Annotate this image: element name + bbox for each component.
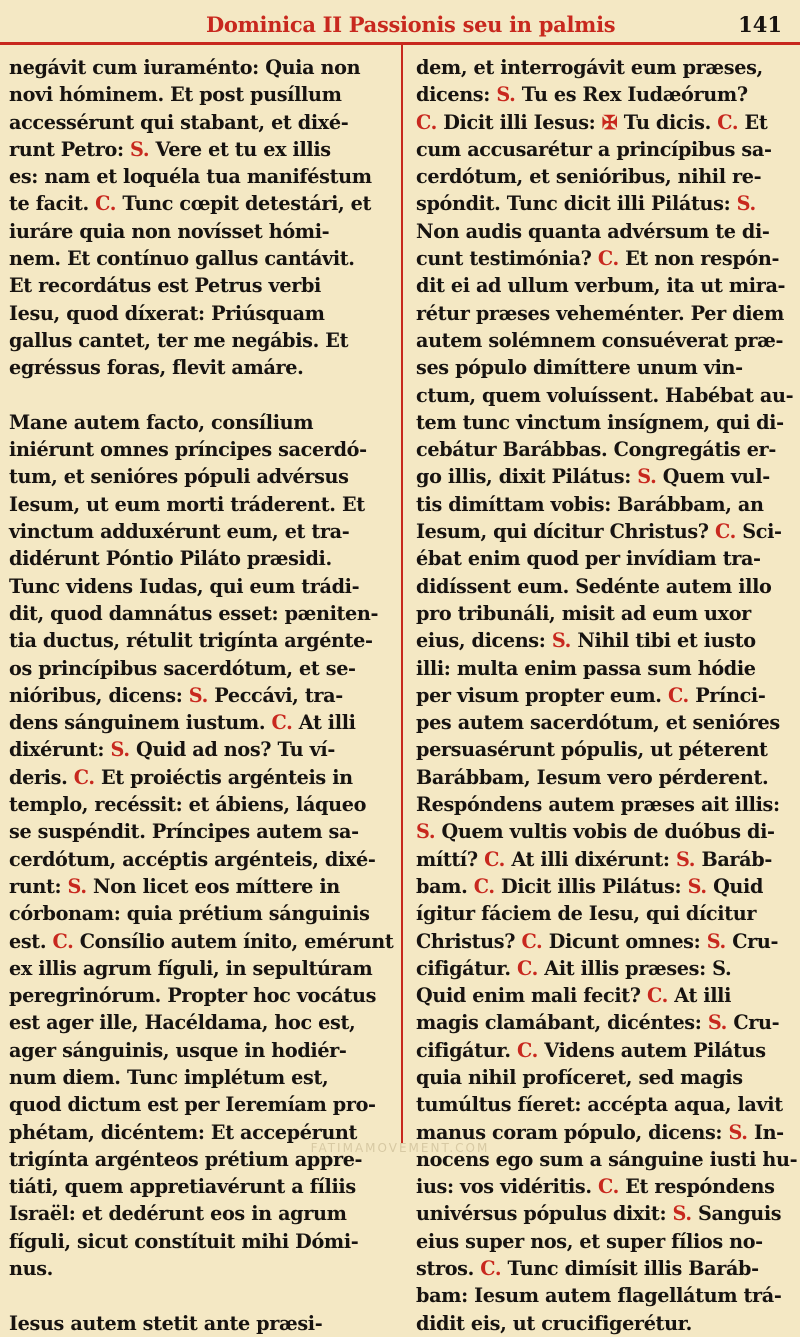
text-line	[9, 1091, 393, 1118]
speaker-rubric: C.	[598, 1175, 619, 1199]
text-line	[9, 1064, 393, 1091]
text-segment: córbonam: quia prétium sánguinis	[9, 902, 370, 926]
text-segment: Tunc videns Iudas, qui eum trádi-	[9, 574, 360, 598]
text-segment: ager sánguinis, usque in hodiér-	[9, 1038, 347, 1062]
text-line	[9, 709, 393, 736]
text-segment: iniérunt omnes príncipes sacerdó-	[9, 438, 367, 462]
text-line	[416, 655, 800, 682]
text-segment: rétur præses veheménter. Per diem	[416, 301, 784, 325]
text-segment: est.	[9, 929, 53, 953]
text-line	[9, 54, 393, 81]
text-line	[416, 1064, 800, 1091]
text-line	[416, 600, 800, 627]
text-line	[416, 109, 800, 136]
text-line	[9, 354, 393, 381]
speaker-rubric: C.	[480, 1257, 502, 1281]
text-line	[9, 655, 393, 682]
text-line	[416, 982, 800, 1009]
running-title: Dominica II Passionis seu in palmis	[206, 12, 616, 37]
text-segment: Israël: et dedérunt eos in agrum	[9, 1202, 347, 1226]
text-line	[416, 245, 800, 272]
text-line	[416, 736, 800, 763]
watermark: FATIMAMOVEMENT.COM	[310, 1141, 490, 1155]
text-segment: tem tunc vinctum insígnem, qui di-	[416, 410, 784, 434]
text-segment: nem. Et contínuo gallus cantávit.	[9, 247, 355, 271]
text-segment: Sci-	[735, 520, 782, 544]
speaker-rubric: C.	[473, 874, 495, 898]
text-line	[9, 245, 393, 272]
text-segment: cifigátur.	[416, 956, 518, 980]
text-segment: Baráb-	[695, 847, 772, 871]
text-segment: es: nam et loquéla tua maniféstum	[9, 165, 372, 189]
text-line	[9, 218, 393, 245]
text-segment: ígitur fáciem de Iesu, qui dícitur	[416, 902, 757, 926]
text-segment: vinctum adduxérunt eum, et tra-	[9, 520, 350, 544]
text-line	[9, 928, 393, 955]
text-segment: Iesus autem stetit ante præsi-	[9, 1311, 323, 1335]
text-line	[9, 982, 393, 1009]
text-segment: gallus cantet, ter me negábis. Et	[9, 328, 349, 352]
text-line	[416, 1173, 800, 1200]
text-segment: ctum, quem voluíssent. Habébat au-	[416, 383, 794, 407]
speaker-rubric: C.	[521, 929, 543, 953]
text-segment: Barábbam, Iesum vero pérderent.	[416, 765, 769, 789]
text-line	[416, 354, 800, 381]
speaker-rubric: S.	[706, 929, 726, 953]
text-segment: stros.	[416, 1257, 481, 1281]
text-segment: ius: vos vidéritis.	[416, 1175, 599, 1199]
text-line	[416, 682, 800, 709]
text-line	[9, 900, 393, 927]
text-line	[416, 518, 800, 545]
text-line	[416, 1255, 800, 1282]
text-line	[416, 764, 800, 791]
text-line	[9, 463, 393, 490]
text-line	[416, 928, 800, 955]
text-line	[416, 1091, 800, 1118]
text-segment: Dicit illi Iesus:	[436, 110, 602, 134]
text-line	[416, 327, 800, 354]
speaker-rubric: C.	[667, 683, 689, 707]
speaker-rubric: S.	[675, 847, 696, 871]
text-line	[9, 518, 393, 545]
text-line	[416, 190, 800, 217]
text-segment: At illi	[292, 711, 356, 735]
text-line	[416, 545, 800, 572]
speaker-rubric: S.	[110, 738, 130, 762]
text-segment: Iesu, quod díxerat: Priúsquam	[9, 301, 325, 325]
text-segment: Non licet eos míttere in	[86, 874, 340, 898]
speaker-rubric: S.	[672, 1202, 692, 1226]
text-segment: spóndit. Tunc dicit illi Pilátus:	[416, 192, 737, 216]
text-segment: Cru-	[725, 929, 779, 953]
speaker-rubric: S.	[707, 1011, 727, 1035]
text-segment: Iesum, qui dícitur Christus?	[416, 520, 716, 544]
text-segment: didíssent eum. Sedénte autem illo	[416, 574, 772, 598]
speaker-rubric: S.	[687, 874, 707, 898]
text-segment: Et recordátus est Petrus verbi	[9, 274, 321, 298]
text-line	[416, 1310, 800, 1337]
text-line	[9, 1310, 393, 1337]
text-line	[416, 873, 800, 900]
speaker-rubric: S.	[728, 1120, 748, 1144]
text-segment: runt Petro:	[9, 137, 131, 161]
text-line	[416, 491, 800, 518]
text-segment: Respóndens autem præses ait illis:	[416, 793, 780, 817]
text-segment: Ait illis præses: S.	[537, 956, 732, 980]
text-segment: accessérunt qui stabant, et dixé-	[9, 110, 349, 134]
text-line	[416, 409, 800, 436]
text-segment: num diem. Tunc implétum est,	[9, 1065, 329, 1089]
text-line	[9, 736, 393, 763]
text-segment: manus coram pópulo, dicens:	[416, 1120, 729, 1144]
text-segment: dens sánguinem iustum.	[9, 711, 272, 735]
text-line	[416, 709, 800, 736]
text-line	[416, 1037, 800, 1064]
text-segment: iuráre quia non novísset hómi-	[9, 219, 330, 243]
text-segment: pro tribunáli, misit ad eum uxor	[416, 601, 751, 625]
page-header	[0, 0, 800, 40]
text-line	[9, 1173, 393, 1200]
speaker-rubric: C.	[517, 1038, 538, 1062]
text-line	[416, 136, 800, 163]
text-segment: nióribus, dicens:	[9, 683, 189, 707]
text-line	[9, 627, 393, 654]
text-segment: nocens ego sum a sánguine iusti hu-	[416, 1147, 798, 1171]
speaker-rubric: S.	[188, 683, 208, 707]
text-line	[416, 54, 800, 81]
text-segment: Consílio autem ínito, emérunt	[73, 929, 394, 953]
text-segment: Mane autem facto, consílium	[9, 410, 314, 434]
text-line	[9, 436, 393, 463]
text-segment: dicens:	[416, 83, 497, 107]
text-line	[9, 109, 393, 136]
text-segment: te facit.	[9, 192, 96, 216]
text-line	[9, 955, 393, 982]
text-segment: eius super nos, et super fílios no-	[416, 1229, 763, 1253]
text-segment: At illi	[667, 984, 732, 1008]
text-line	[9, 1282, 393, 1309]
text-line	[9, 682, 393, 709]
text-segment: tis dimíttam vobis: Barábbam, an	[416, 492, 764, 516]
text-segment: nus.	[9, 1257, 53, 1281]
text-segment: ébat enim quod per invídiam tra-	[416, 547, 761, 571]
header-rule	[0, 42, 800, 45]
speaker-rubric: S.	[496, 83, 516, 107]
text-segment: negávit cum iuraménto: Quia non	[9, 56, 361, 79]
text-line	[9, 873, 393, 900]
text-segment: Et proiéctis argénteis in	[94, 765, 353, 789]
speaker-rubric: S.	[67, 874, 87, 898]
text-segment: míttí?	[416, 847, 485, 871]
text-line	[416, 573, 800, 600]
text-line	[9, 1037, 393, 1064]
column-divider	[401, 45, 403, 1143]
text-segment: Vere et tu ex illis	[149, 137, 331, 161]
text-line	[416, 272, 800, 299]
speaker-rubric: S.	[416, 820, 436, 844]
text-segment: bam: Iesum autem flagellátum trá-	[416, 1284, 782, 1308]
text-segment: dit, quod damnátus esset: pæniten-	[9, 601, 379, 625]
text-segment: dit ei ad ullum verbum, ita ut mira-	[416, 274, 786, 298]
text-line	[9, 136, 393, 163]
text-segment: cifigátur.	[416, 1038, 518, 1062]
text-segment: Sanguis	[691, 1202, 782, 1226]
text-line	[9, 409, 393, 436]
text-line	[416, 1200, 800, 1227]
text-line	[9, 1009, 393, 1036]
text-segment: runt:	[9, 874, 68, 898]
text-segment: illi: multa enim passa sum hódie	[416, 656, 756, 680]
text-segment: cerdótum, accéptis argénteis, dixé-	[9, 847, 376, 871]
text-segment: Peccávi, tra-	[207, 683, 343, 707]
text-segment: eius, dicens:	[416, 629, 552, 653]
text-line	[9, 190, 393, 217]
page-number: 141	[738, 12, 782, 37]
text-segment: Dicit illis Pilátus:	[494, 874, 688, 898]
text-segment: Quid ad nos? Tu ví-	[129, 738, 335, 762]
text-segment: Quid enim mali fecit?	[416, 984, 647, 1008]
text-segment: se suspéndit. Príncipes autem sa-	[9, 820, 359, 844]
text-line	[416, 1009, 800, 1036]
text-line	[416, 900, 800, 927]
text-segment: magis clamábant, dicéntes:	[416, 1011, 708, 1035]
text-segment: trigínta argénteos prétium appre-	[9, 1147, 363, 1171]
text-segment: univérsus pópulus dixit:	[416, 1202, 673, 1226]
text-line	[9, 846, 393, 873]
text-segment: cerdótum, et senióribus, nihil re-	[416, 165, 762, 189]
text-segment: est ager ille, Hacéldama, hoc est,	[9, 1011, 356, 1035]
text-segment: Non audis quanta advérsum te di-	[416, 219, 770, 243]
speaker-rubric: S.	[736, 192, 756, 216]
text-segment: Videns autem Pilátus	[537, 1038, 766, 1062]
text-line	[9, 163, 393, 190]
text-line	[9, 382, 393, 409]
text-segment: Tunc cœpit detestári, et	[116, 192, 372, 216]
speaker-rubric: C.	[647, 984, 668, 1008]
text-line	[416, 463, 800, 490]
speaker-rubric: C.	[95, 192, 117, 216]
text-segment: pes autem sacerdótum, et senióres	[416, 711, 780, 735]
text-segment: tum, et senióres pópuli advérsus	[9, 465, 349, 489]
text-segment: At illi dixérunt:	[505, 847, 676, 871]
text-segment: Tu dicis.	[617, 110, 718, 134]
speaker-rubric: S.	[130, 137, 150, 161]
text-line	[9, 573, 393, 600]
text-line	[416, 1228, 800, 1255]
text-segment: peregrinórum. Propter hoc vocátus	[9, 984, 377, 1008]
text-segment: Quid	[706, 874, 764, 898]
text-segment: ex illis agrum fíguli, in sepultúram	[9, 956, 373, 980]
text-segment: quia nihil profíceret, sed magis	[416, 1065, 743, 1089]
text-line	[9, 1200, 393, 1227]
text-segment: egréssus foras, flevit amáre.	[9, 356, 304, 380]
text-line	[416, 627, 800, 654]
text-segment: Et non respón-	[618, 247, 780, 271]
text-line	[9, 327, 393, 354]
text-line	[9, 300, 393, 327]
text-segment: didérunt Póntio Piláto præsidi.	[9, 547, 332, 571]
text-line	[416, 955, 800, 982]
text-line	[416, 846, 800, 873]
text-line	[9, 272, 393, 299]
speaker-rubric: C.	[416, 110, 437, 134]
text-segment: dixérunt:	[9, 738, 111, 762]
text-segment: Nihil tibi et iusto	[570, 629, 756, 653]
text-segment: In-	[747, 1120, 784, 1144]
text-segment: bam.	[416, 874, 474, 898]
text-segment: phétam, dicéntem: Et accepérunt	[9, 1120, 358, 1144]
speaker-rubric: S.	[551, 629, 571, 653]
text-line	[416, 81, 800, 108]
text-segment: Dicunt omnes:	[542, 929, 707, 953]
cross-rubric: ✠	[601, 110, 618, 134]
text-line	[9, 1228, 393, 1255]
text-segment: Quem vultis vobis de duóbus di-	[435, 820, 775, 844]
text-segment: cunt testimónia?	[416, 247, 598, 271]
text-segment: Tu es Rex Iudæórum?	[515, 83, 748, 107]
speaker-rubric: C.	[517, 956, 538, 980]
text-segment: fíguli, sicut constítuit mihi Dómi-	[9, 1229, 359, 1253]
text-line	[9, 600, 393, 627]
text-segment: quod dictum est per Ieremíam pro-	[9, 1093, 376, 1117]
text-line	[9, 545, 393, 572]
text-line	[9, 491, 393, 518]
text-segment: Quem vul-	[656, 465, 770, 489]
speaker-rubric: C.	[715, 520, 736, 544]
speaker-rubric: C.	[73, 765, 95, 789]
text-line	[9, 791, 393, 818]
text-segment: novi hóminem. Et post pusíllum	[9, 83, 342, 107]
text-segment: didit eis, ut crucifigerétur.	[416, 1311, 692, 1335]
speaker-rubric: C.	[717, 110, 739, 134]
text-line	[9, 818, 393, 845]
text-line	[9, 764, 393, 791]
text-segment: tumúltus fíeret: accépta aqua, lavit	[416, 1093, 783, 1117]
text-line	[416, 218, 800, 245]
text-segment: autem solémnem consuéverat præ-	[416, 328, 784, 352]
text-segment: Prínci-	[688, 683, 766, 707]
text-line	[416, 382, 800, 409]
text-line	[416, 163, 800, 190]
speaker-rubric: C.	[484, 847, 506, 871]
text-segment: tia ductus, rétulit trigínta argénte-	[9, 629, 373, 653]
text-segment: os princípibus sacerdótum, et se-	[9, 656, 356, 680]
speaker-rubric: C.	[271, 711, 293, 735]
text-segment: Christus?	[416, 929, 522, 953]
text-line	[9, 1255, 393, 1282]
text-segment: per visum propter eum.	[416, 683, 668, 707]
text-segment: Cru-	[726, 1011, 780, 1035]
speaker-rubric: C.	[52, 929, 74, 953]
text-segment: ses pópulo dimíttere unum vin-	[416, 356, 743, 380]
text-segment: dem, et interrogávit eum præses,	[416, 56, 763, 79]
text-segment: persuasérunt pópulis, ut péterent	[416, 738, 768, 762]
text-segment: templo, recéssit: et ábiens, láqueo	[9, 793, 367, 817]
text-segment: tiáti, quem appretiavérunt a fíliis	[9, 1175, 356, 1199]
text-segment: cum accusarétur a princípibus sa-	[416, 137, 772, 161]
text-line	[416, 436, 800, 463]
text-line	[416, 1282, 800, 1309]
speaker-rubric: S.	[637, 465, 657, 489]
text-line	[416, 818, 800, 845]
text-segment: Et respóndens	[618, 1175, 775, 1199]
text-segment: go illis, dixit Pilátus:	[416, 465, 638, 489]
text-line	[416, 300, 800, 327]
text-line	[9, 81, 393, 108]
text-segment: deris.	[9, 765, 74, 789]
text-segment: Iesum, ut eum morti tráderent. Et	[9, 492, 365, 516]
text-line	[416, 791, 800, 818]
text-segment: cebátur Barábbas. Congregátis er-	[416, 438, 776, 462]
text-segment: Et	[738, 110, 768, 134]
text-segment: Tunc dimísit illis Baráb-	[501, 1257, 759, 1281]
speaker-rubric: C.	[597, 247, 619, 271]
